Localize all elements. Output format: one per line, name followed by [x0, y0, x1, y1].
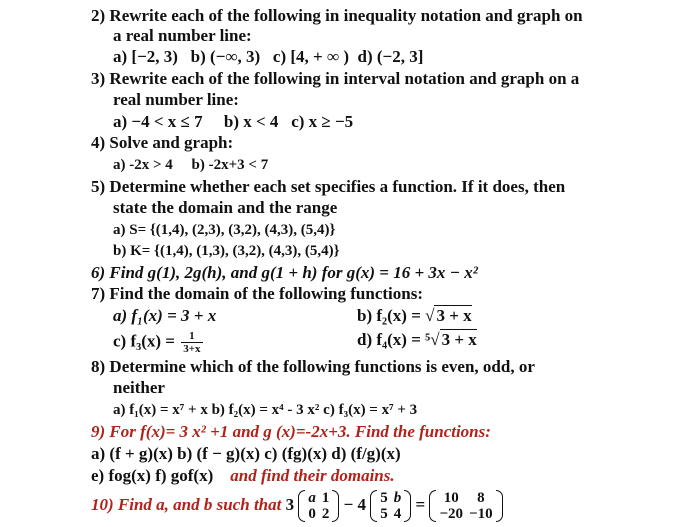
- q2-part-c: c) [4, + ∞ ): [272, 47, 350, 66]
- q7-line1: 7) Find the domain of the following functions:: [91, 284, 423, 303]
- q7-part-c-fraction: [181, 330, 202, 355]
- q7-part-c: [113, 330, 203, 355]
- q4-parts: [113, 155, 268, 175]
- q10-m1-r0c0: a: [308, 490, 316, 507]
- q5-line1: 5) Determine whether each set specifies a function. If it does, then: [91, 177, 566, 196]
- q8-line1: 8) Determine which of the following functions is even, odd, or: [91, 357, 535, 376]
- q7-part-b: [357, 306, 472, 326]
- q10-m2-r1c1: 4: [393, 506, 402, 523]
- q9-line2: a) (f + g)(x) b) (f − g)(x) c) (fg)(x) d) (f/g)(x): [91, 444, 401, 463]
- q2-part-a: a) [−2, 3): [113, 47, 178, 66]
- q2-part-d: d) (−2, 3]: [357, 47, 424, 66]
- q2-part-b: b) (−∞, 3): [190, 47, 261, 66]
- q5-line2: state the domain and the range: [113, 198, 338, 217]
- q5-part-b: b) K= {(1,4), (1,3), (3,2), (4,3), (5,4)}: [113, 243, 340, 259]
- q4-part-b: b) -2x+3 < 7: [191, 157, 269, 173]
- q10-matrix-2: [370, 490, 411, 522]
- q7-part-c-denominator: 3+x: [183, 343, 201, 355]
- q7-part-d-radicand: 3 + x: [441, 330, 477, 349]
- q3-line1: 3) Rewrite each of the following in interval notation and graph on a: [91, 69, 580, 88]
- q7-part-a: a) f₁(x) = 3 + x: [113, 306, 217, 325]
- q10-m1-r1c0: 0: [308, 506, 316, 523]
- q10-m3-r1c1: −10: [469, 506, 493, 523]
- q9-line1: 9) For f(x)= 3 x² +1 and g (x)=-2x+3. Find the functions:: [91, 422, 491, 441]
- q10-prefix: 10) Find a, and b such that: [91, 495, 282, 514]
- q10-matrix-3: [429, 490, 502, 522]
- q4-line1: 4) Solve and graph:: [91, 133, 234, 152]
- q10-m1-r1c1: 2: [321, 506, 330, 523]
- q3-line2: real number line:: [113, 90, 239, 109]
- q5-part-a: a) S= {(1,4), (2,3), (3,2), (4,3), (5,4)}: [113, 222, 336, 238]
- q10-m3-r1c0: −20: [439, 506, 464, 523]
- q10-line: [91, 487, 503, 523]
- q3-parts: [113, 112, 353, 132]
- q7-part-c-numerator: 1: [181, 330, 202, 343]
- q9-line3-functions: e) fog(x) f) gof(x): [91, 466, 214, 485]
- q2-parts: [113, 47, 423, 67]
- q9-line3-domains: and find their domains.: [230, 466, 395, 485]
- q3-part-c: c) x ≥ −5: [291, 112, 354, 131]
- q10-equals: =: [415, 495, 426, 514]
- q3-part-a: a) −4 < x ≤ 7: [113, 112, 203, 131]
- q8-parts: a) f₁(x) = x⁷ + x b) f₂(x) = x⁴ - 3 x² c) f₃(x) = x⁷ + 3: [113, 402, 418, 418]
- q10-m2-r0c1: b: [393, 490, 402, 507]
- q8-line2: neither: [113, 378, 165, 397]
- q10-m2-r0c0: 5: [380, 490, 388, 507]
- q6-line1: 6) Find g(1), 2g(h), and g(1 + h) for g(x) = 16 + 3x − x²: [91, 263, 478, 282]
- q7-part-b-radicand: 3 + x: [436, 306, 472, 325]
- q10-m3-r0c1: 8: [477, 490, 485, 507]
- q10-coef1: 3: [285, 495, 295, 514]
- q10-matrix-1: [298, 490, 339, 522]
- q10-operator: − 4: [343, 495, 367, 514]
- q7-part-c-prefix: c) f₃(x) =: [113, 331, 175, 351]
- q2-line2: a real number line:: [113, 26, 252, 45]
- q10-m3-r0c0: 10: [443, 490, 459, 507]
- q2-line1: 2) Rewrite each of the following in inequality notation and graph on: [91, 6, 583, 25]
- q4-part-a: a) -2x > 4: [113, 157, 173, 173]
- q10-m1-r0c1: 1: [321, 490, 330, 507]
- q7-part-b-prefix: b) f₂(x) = √: [357, 306, 435, 325]
- q7-part-d: [357, 330, 477, 350]
- q10-m2-r1c0: 5: [380, 506, 388, 523]
- q3-part-b: b) x < 4: [223, 112, 279, 131]
- q9-line3: [91, 466, 395, 486]
- q7-part-d-prefix: d) f₄(x) = ⁵√: [357, 330, 440, 349]
